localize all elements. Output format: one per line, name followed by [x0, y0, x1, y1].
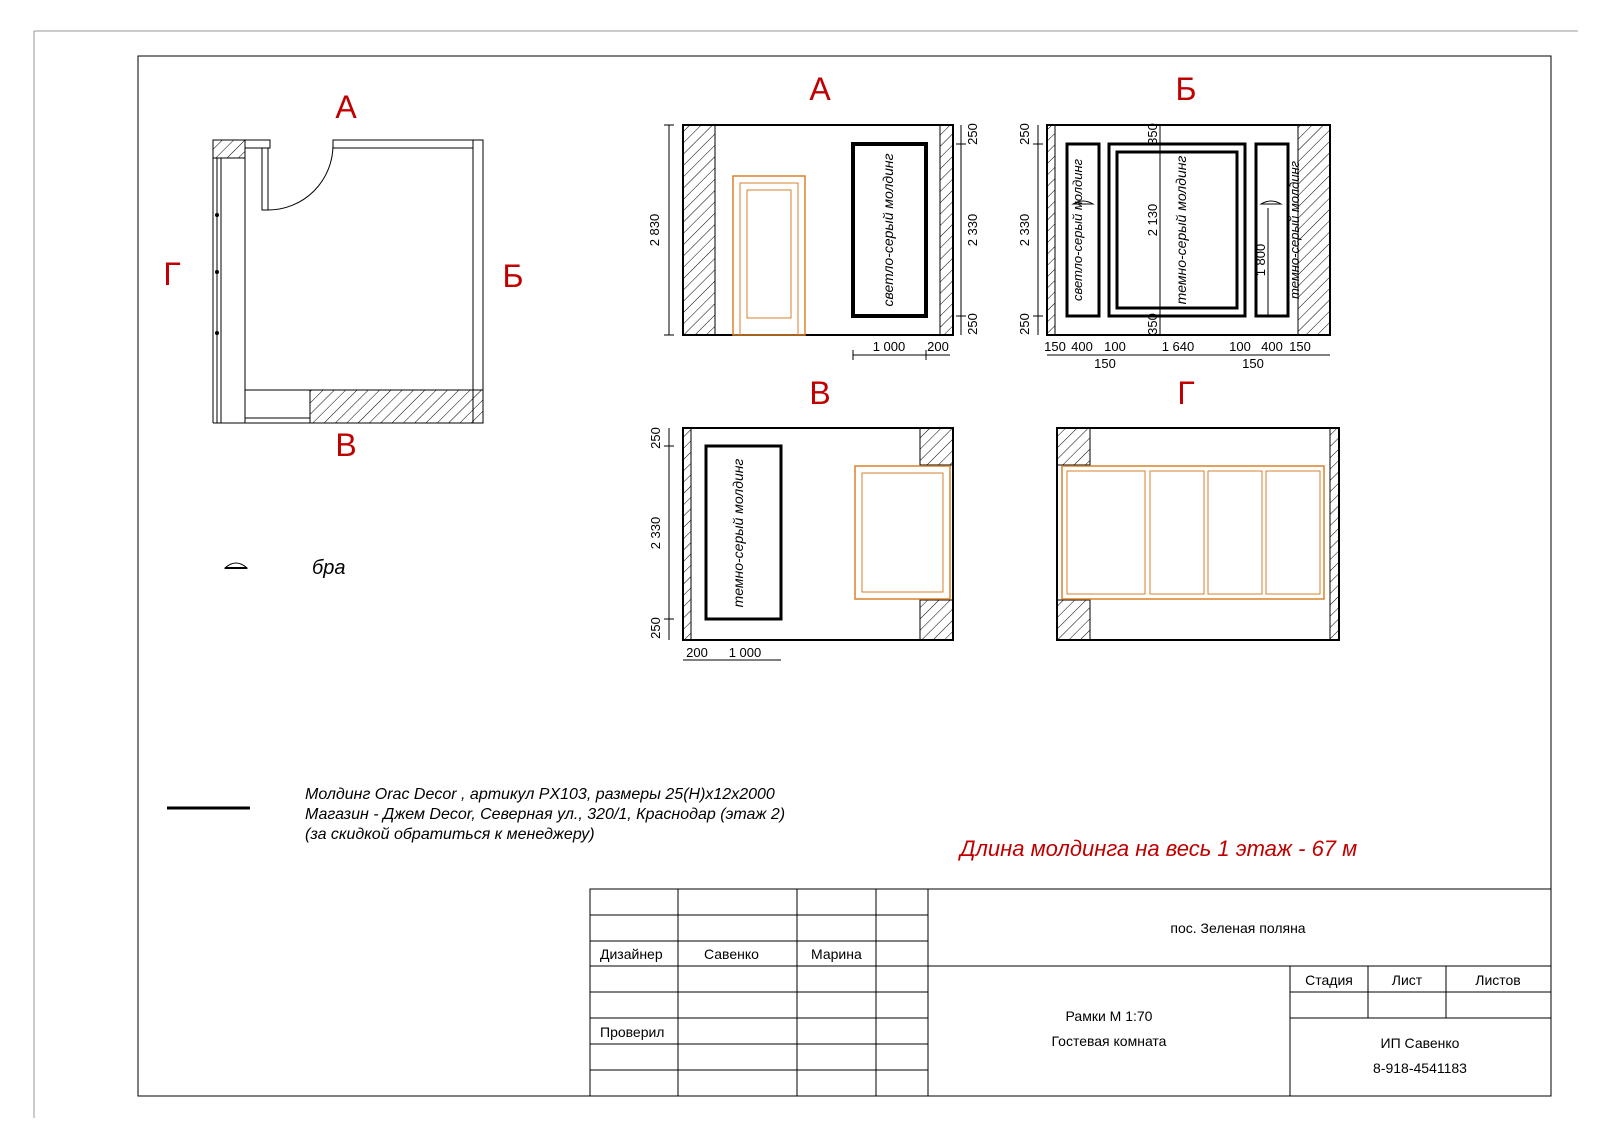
dim-text: 400 — [1261, 339, 1283, 354]
plan-label-g: Г — [163, 256, 181, 292]
tb-role-designer: Дизайнер — [600, 946, 663, 962]
elevation-a-dim-height: 2 830 — [647, 213, 662, 247]
dim-text: 150 — [1289, 339, 1311, 354]
elevation-a-panel-label: светло-серый молдинг — [880, 153, 896, 307]
molding-note-line3: (за скидкой обратиться к менеджеру) — [305, 826, 595, 843]
tb-role-checked: Проверил — [600, 1024, 665, 1040]
dim-text: 100 — [1104, 339, 1126, 354]
elevation-b-dim-center-height: 2 130 — [1145, 203, 1160, 237]
tb-sheet-header: Лист — [1391, 972, 1423, 988]
elevation-v-dim-offset: 200 — [686, 645, 708, 660]
elevation-b-dim-bottom: 250 — [1017, 313, 1032, 335]
tb-designer-name: Марина — [811, 946, 862, 962]
elevation-a-dim-bottom: 250 — [965, 313, 980, 335]
sconce-legend-label: бра — [312, 557, 346, 579]
elevation-a-dim-offset: 200 — [927, 339, 949, 354]
elevation-v-dim-bottom: 250 — [648, 617, 663, 639]
elevation-a-dim-top: 250 — [965, 123, 980, 145]
elevation-b-center-label: темно-серый молдинг — [1173, 155, 1189, 305]
tb-designer-surname: Савенко — [704, 946, 759, 962]
plan-label-a: А — [335, 89, 357, 125]
elevation-g — [1057, 428, 1339, 640]
elevation-a-dim-middle: 2 330 — [965, 213, 980, 247]
elevation-b-left-label: светло-серый молдинг — [1070, 158, 1085, 302]
tb-sheets-header: Листов — [1475, 972, 1521, 988]
dim-text: 400 — [1071, 339, 1093, 354]
elevation-a-dim-width: 1 000 — [872, 339, 906, 354]
elevation-b-dim-side-height: 1 800 — [1253, 243, 1268, 277]
tb-drawing-title-2: Гостевая комната — [1051, 1033, 1167, 1049]
tb-drawing-title-1: Рамки М 1:70 — [1065, 1008, 1153, 1024]
molding-note-line1: Молдинг Orac Decor , артикул PX103, размеры 25(H)x12x2000 — [305, 786, 775, 803]
dim-text: 150 — [1094, 356, 1116, 371]
tb-company: ИП Савенко — [1380, 1035, 1460, 1051]
elevation-a-title: А — [809, 71, 831, 107]
tb-phone: 8-918-4541183 — [1373, 1060, 1467, 1076]
elevation-a — [664, 125, 966, 360]
elevation-v-dim-width: 1 000 — [728, 645, 762, 660]
total-molding-length: Длина молдинга на весь 1 этаж - 67 м — [960, 836, 1358, 861]
dim-text: 100 — [1229, 339, 1251, 354]
tb-project: пос. Зеленая поляна — [1170, 920, 1306, 936]
dim-text: 150 — [1044, 339, 1066, 354]
elevation-b-title: Б — [1175, 71, 1197, 107]
elevation-v-dim-top: 250 — [648, 427, 663, 449]
elevation-b-dim-inner-bottom: 350 — [1145, 313, 1160, 335]
floor-plan — [213, 140, 483, 423]
elevation-b-dim-inner-top: 350 — [1145, 123, 1160, 145]
plan-label-b: Б — [502, 258, 524, 294]
elevation-v-title: В — [809, 375, 831, 411]
elevation-v-panel-label: темно-серый молдинг — [730, 458, 746, 608]
plan-label-v: В — [335, 427, 357, 463]
elevation-b-dim-middle: 2 330 — [1017, 213, 1032, 247]
dim-text: 150 — [1242, 356, 1264, 371]
elevation-b-dim-top: 250 — [1017, 123, 1032, 145]
elevation-v — [664, 428, 953, 660]
molding-note-line2: Магазин - Джем Decor, Северная ул., 320/1, Краснодар (этаж 2) — [305, 806, 786, 823]
elevation-b-right-label: темно-серый молдинг — [1287, 160, 1302, 300]
elevation-v-dim-middle: 2 330 — [648, 516, 663, 550]
dim-text: 1 640 — [1161, 339, 1195, 354]
elevation-g-title: Г — [1177, 375, 1195, 411]
tb-stage-header: Стадия — [1305, 972, 1353, 988]
